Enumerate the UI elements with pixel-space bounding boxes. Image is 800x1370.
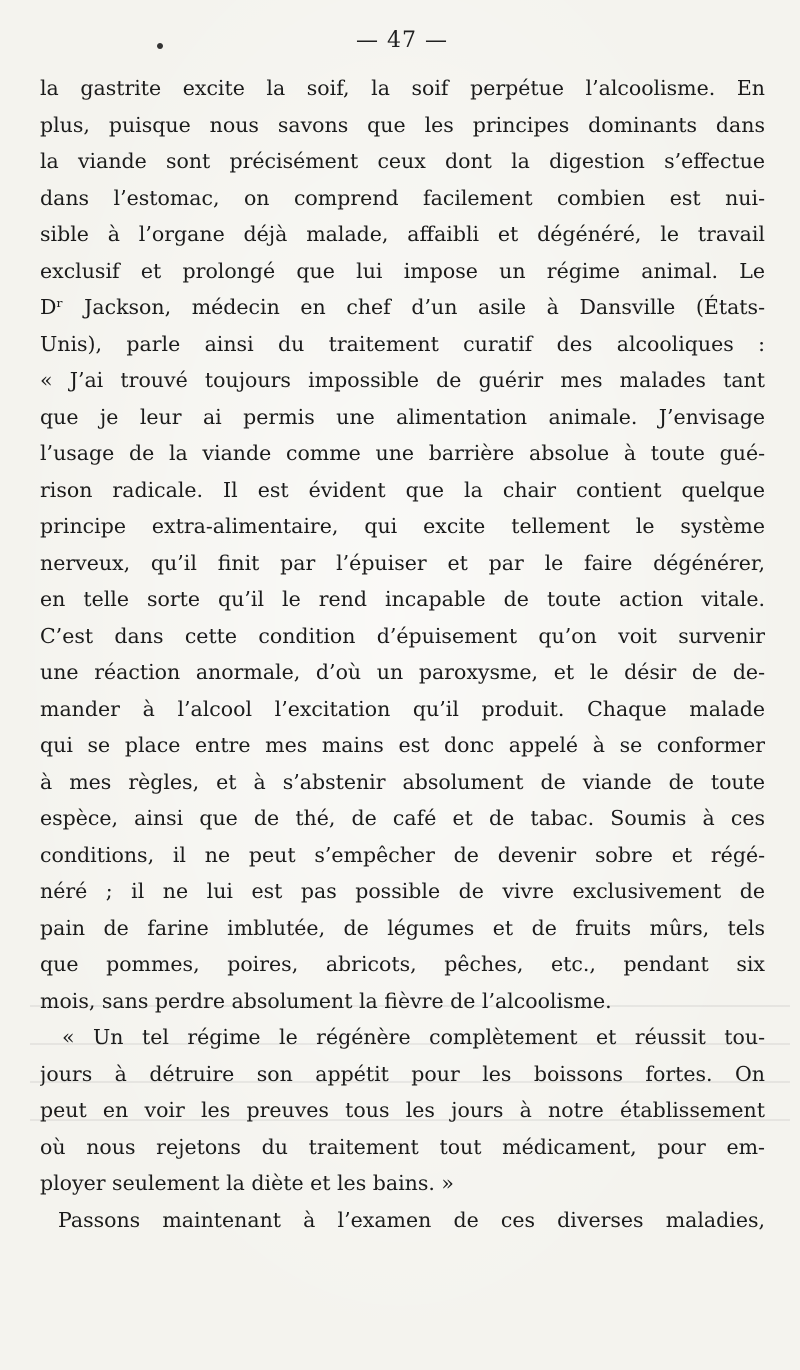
text-line: nerveux, qu’il finit par l’épuiser et par le faire dégénérer, [40, 550, 765, 575]
text-line: sible à l’organe déjà malade, affaibli et dégénéré, le travail [40, 222, 765, 246]
text-line: où nous rejetons du traitement tout médicament, pour em- [40, 1134, 765, 1159]
text-line: la viande sont précisément ceux dont la digestion s’effectue [40, 149, 765, 173]
text-line: exclusif et prolongé que lui impose un régime animal. Le [40, 258, 765, 283]
text-line: l’usage de la viande comme une barrière absolue à toute gué- [40, 441, 765, 465]
text-line: en telle sorte qu’il le rend incapable de toute action vitale. [40, 587, 765, 611]
text-line: ployer seulement la diète et les bains. » [40, 1171, 454, 1195]
text-line: la gastrite excite la soif, la soif perpétue l’alcoolisme. En [40, 76, 765, 100]
text-line: que pommes, poires, abricots, pêches, etc., pendant six [40, 952, 765, 976]
text-line: rison radicale. Il est évident que la chair contient quelque [40, 477, 765, 502]
text-line: que je leur ai permis une alimentation animale. J’envisage [40, 404, 765, 429]
text-line: plus, puisque nous savons que les principes dominants dans [40, 112, 765, 137]
text-line: Dʳ Jackson, médecin en chef d’un asile à Dansville (États- [40, 295, 765, 319]
text-line: conditions, il ne peut s’empêcher de devenir sobre et régé- [40, 842, 765, 867]
text-line: à mes règles, et à s’abstenir absolument de viande de toute [40, 769, 765, 794]
text-line: Passons maintenant à l’examen de ces diverses maladies, [58, 1207, 765, 1232]
text-line: « J’ai trouvé toujours impossible de guérir mes malades tant [40, 368, 765, 392]
text-line: C’est dans cette condition d’épuisement qu’on voit survenir [40, 623, 765, 648]
body-text [40, 70, 765, 1238]
text-line: « Un tel régime le régénère complètement et réussit tou- [62, 1025, 765, 1049]
text-line: jours à détruire son appétit pour les boissons fortes. On [40, 1061, 765, 1086]
text-line: peut en voir les preuves tous les jours à notre établissement [40, 1098, 765, 1122]
ink-dot [157, 43, 163, 49]
text-line: mander à l’alcool l’excitation qu’il produit. Chaque malade [40, 696, 765, 721]
text-line: espèce, ainsi que de thé, de café et de tabac. Soumis à ces [40, 806, 765, 830]
text-line: dans l’estomac, on comprend facilement combien est nui- [40, 185, 765, 210]
text-line: Unis), parle ainsi du traitement curatif des alcooliques : [40, 331, 765, 356]
text-line: néré ; il ne lui est pas possible de vivre exclusivement de [40, 879, 765, 903]
text-line: principe extra-alimentaire, qui excite tellement le système [40, 514, 765, 538]
page-number: — 47 — [356, 28, 448, 53]
text-line: qui se place entre mes mains est donc appelé à se conformer [40, 733, 765, 757]
text-line: pain de farine imblutée, de légumes et de fruits mûrs, tels [40, 915, 765, 940]
text-line: une réaction anormale, d’où un paroxysme, et le désir de de- [40, 660, 765, 684]
text-line: mois, sans perdre absolument la fièvre de l’alcoolisme. [40, 988, 612, 1013]
